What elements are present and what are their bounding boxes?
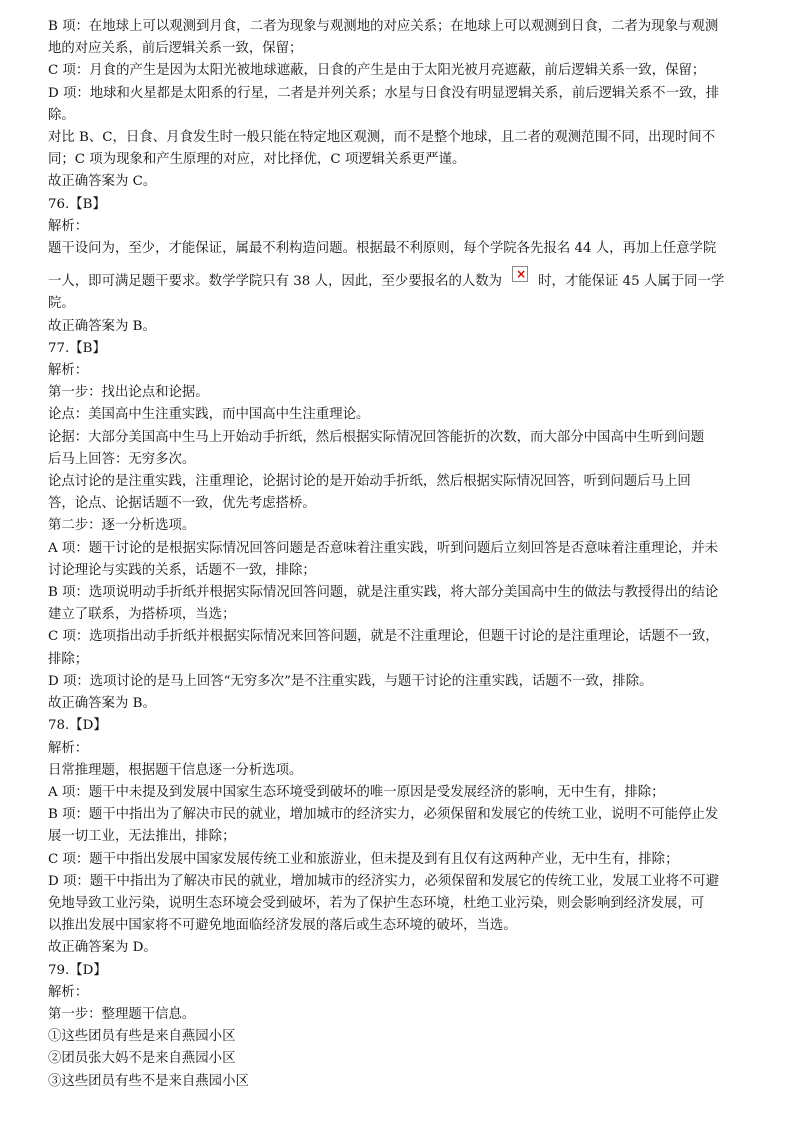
text-line: 地的对应关系，前后逻辑关系一致，保留； [48,41,303,57]
text-line: 论点讨论的是注重实践，注重理论，论据讨论的是开始动手折纸，然后根据实际情况回答，听到问题后马上回 [48,474,691,490]
text-line: B 项：在地球上可以观测到月食，二者为现象与观测地的对应关系；在地球上可以观测到日食，二者为现象与观测 [48,19,719,34]
text-line: 题干设问为，至少，才能保证，属最不利构造问题。根据最不利原则，每个学院各先报名 44 人，再加上任意学院 [48,241,717,257]
text-line: 论点：美国高中生注重实践，而中国高中生注重理论。 [48,407,370,423]
text-line: 讨论理论与实践的关系，话题不一致，排除； [48,562,316,578]
text-line: 故正确答案为 B。 [48,696,156,712]
question-number: 79.【D】 [48,962,107,978]
broken-image-icon [512,266,528,282]
question-number: 78.【D】 [48,718,107,734]
text-line: 后马上回答：无穷多次。 [48,451,196,467]
text-line: ③这些团员有些不是来自燕园小区 [48,1073,249,1089]
text-line: ②团员张大妈不是来自燕园小区 [48,1051,236,1067]
text-line: B 项：题干中指出为了解决市民的就业，增加城市的经济实力，必须保留和发展它的传统工业，说明不可能停止发 [48,807,719,823]
text-line: D 项：选项讨论的是马上回答“无穷多次”是不注重实践，与题干讨论的注重实践，话题不一致，排除。 [48,673,653,689]
text-line: D 项：题干中指出为了解决市民的就业，增加城市的经济实力，必须保留和发展它的传统工业，发展工业将不可避 [48,873,720,889]
text-line: 除。 [48,107,75,123]
text-line: 对比 B、C，日食、月食发生时一般只能在特定地区观测，而不是整个地球，且二者的观测范围不同，出现时间不 [48,130,716,146]
analysis-label: 解析： [48,218,89,234]
analysis-label: 解析： [48,363,89,379]
text-line: 同；C 项为现象和产生原理的对应，对比择优，C 项逻辑关系更严谨。 [48,152,466,168]
analysis-label: 解析： [48,740,89,756]
text-line: 故正确答案为 D。 [48,940,157,956]
text-line: B 项：选项说明动手折纸并根据实际情况回答问题，就是注重实践，将大部分美国高中生的做法与教授得出的结论 [48,585,719,601]
document-page [48,16,754,1093]
text-line: 免地导致工业污染，说明生态环境会受到破坏，若为了保护生态环境，杜绝工业污染，则会影响到经济发展，可 [48,895,705,911]
text-line: 论据：大部分美国高中生马上开始动手折纸，然后根据实际情况回答能折的次数，而大部分中国高中生听到问题 [48,429,705,445]
text-line: 展一切工业，无法推出，排除； [48,829,236,845]
text-line: 以推出发展中国家将不可避免地面临经济发展的落后或生态环境的破坏，当选。 [48,918,517,934]
text-line: 故正确答案为 B。 [48,318,156,334]
question-number: 77.【B】 [48,340,106,356]
text-line: A 项：题干讨论的是根据实际情况回答问题是否意味着注重实践，听到问题后立刻回答是否意味着注重理论，并未 [48,540,719,556]
text-line: C 项：题干中指出发展中国家发展传统工业和旅游业，但未提及到有且仅有这两种产业，无中生有，排除； [48,851,679,867]
text-line: 第一步：整理题干信息。 [48,1006,196,1022]
question-number: 76.【B】 [48,196,106,212]
text-line: ①这些团员有些是来自燕园小区 [48,1029,236,1045]
text-after-image: 时，才能保证 45 人属于同一学 [538,274,725,290]
text-line-with-image [48,271,754,293]
text-line: 院。 [48,296,75,312]
text-line: 建立了联系，为搭桥项，当选； [48,607,236,623]
text-line: C 项：月食的产生是因为太阳光被地球遮蔽，日食的产生是由于太阳光被月亮遮蔽，前后逻辑关系一致，保留； [48,63,706,79]
text-line: A 项：题干中未提及到发展中国家生态环境受到破坏的唯一原因是受发展经济的影响，无中生有，排除； [48,784,665,800]
text-line: 排除； [48,651,89,667]
text-line: 第二步：逐一分析选项。 [48,518,196,534]
analysis-label: 解析： [48,984,89,1000]
text-line: 日常推理题，根据题干信息逐一分析选项。 [48,762,303,778]
text-line: 答，论点、论据话题不一致，优先考虑搭桥。 [48,496,316,512]
text-before-image: 一人，即可满足题干要求。数学学院只有 38 人，因此，至少要报名的人数为 [48,274,503,290]
text-line: C 项：选项指出动手折纸并根据实际情况来回答问题，就是不注重理论，但题干讨论的是注重理论，话题不一致， [48,629,719,645]
text-line: 第一步：找出论点和论据。 [48,385,209,401]
text-line: 故正确答案为 C。 [48,174,157,190]
text-line: D 项：地球和火星都是太阳系的行星，二者是并列关系；水星与日食没有明显逻辑关系，前后逻辑关系不一致，排 [48,85,720,101]
